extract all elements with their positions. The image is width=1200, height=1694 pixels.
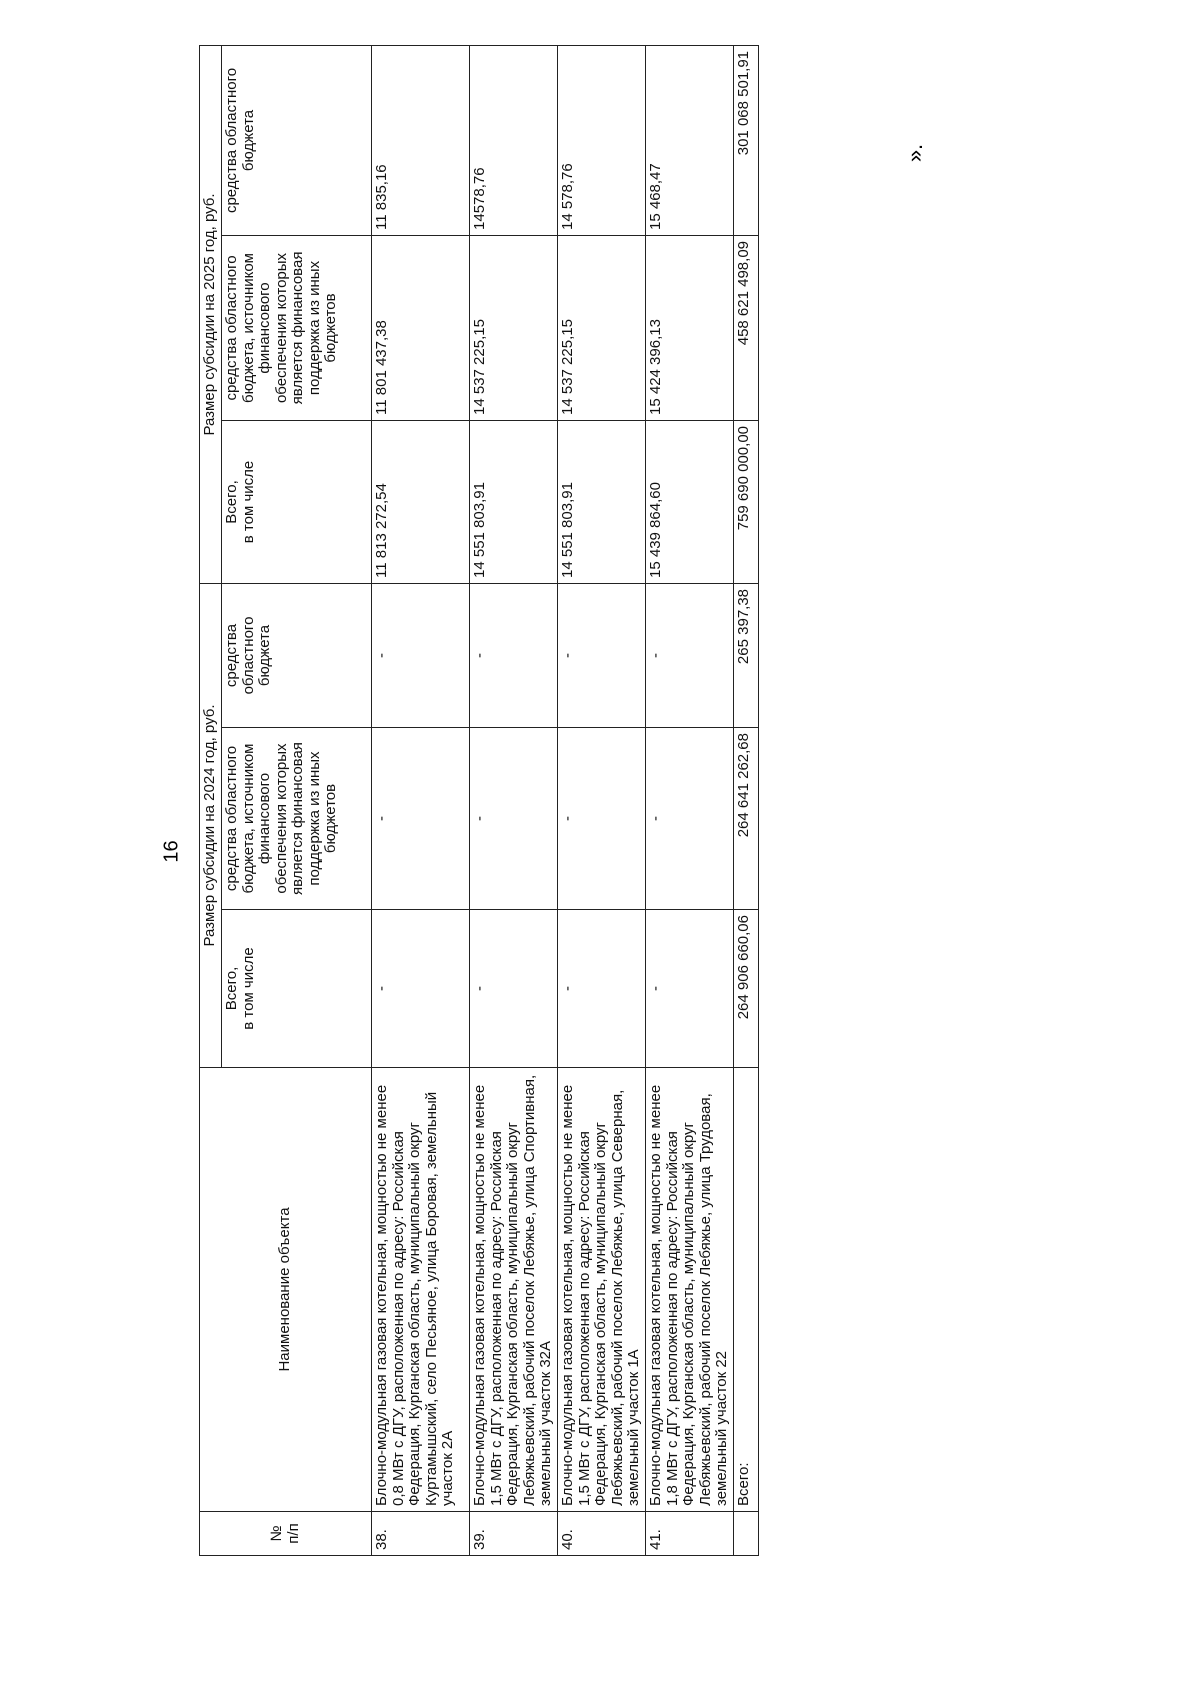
row-total-2024: -	[372, 910, 470, 1068]
row-name: Блочно-модульная газовая котельная, мощностью не менее 1,5 МВт с ДГУ, расположенная по адресу: Российская Федерация, Курганская область, муниципальный округ Лебяжьевский, рабочий поселок Лебяжье, улица Спортивная, земельный участок 32А	[470, 1068, 558, 1512]
row-other-2024: -	[558, 728, 646, 910]
row-name: Блочно-модульная газовая котельная, мощностью не менее 0,8 МВт с ДГУ, расположенная по адресу: Российская Федерация, Курганская область, муниципальный округ Куртамышский, село Песьяное, улица Боровая, земельный участок 2А	[372, 1068, 470, 1512]
row-regional-2024: -	[470, 583, 558, 727]
row-total-2025: 14 551 803,91	[470, 420, 558, 583]
col-header-num: № п/п	[200, 1512, 372, 1556]
row-num: 38.	[372, 1512, 470, 1556]
total-empty-cell	[734, 1512, 759, 1556]
row-other-2025: 14 537 225,15	[558, 235, 646, 420]
row-num: 41.	[646, 1512, 734, 1556]
row-regional-2024: -	[558, 583, 646, 727]
col-header-2024: Размер субсидии на 2024 год, руб.	[200, 583, 222, 1067]
row-regional-2025: 11 835,16	[372, 45, 470, 235]
row-regional-2024: -	[372, 583, 470, 727]
row-total-2025: 11 813 272,54	[372, 420, 470, 583]
row-num: 39.	[470, 1512, 558, 1556]
row-total-2025: 15 439 864,60	[646, 420, 734, 583]
table-row	[646, 45, 734, 1555]
col-header-total-2025: Всего, в том числе	[222, 420, 372, 583]
row-regional-2025: 14578,76	[470, 45, 558, 235]
col-header-other-2025: средства областного бюджета, источником финансового обеспечения которых является финансовая поддержка из иных бюджетов	[222, 235, 372, 420]
row-num: 40.	[558, 1512, 646, 1556]
total-label: Всего:	[734, 1068, 759, 1512]
table-row	[470, 45, 558, 1555]
subsidy-table	[199, 45, 759, 1556]
table-row	[558, 45, 646, 1555]
header-row-periods	[200, 45, 222, 1555]
table-row	[372, 45, 470, 1555]
row-total-2024: -	[646, 910, 734, 1068]
row-other-2025: 14 537 225,15	[470, 235, 558, 420]
total-row	[734, 45, 759, 1555]
row-other-2024: -	[470, 728, 558, 910]
row-regional-2024: -	[646, 583, 734, 727]
row-other-2024: -	[646, 728, 734, 910]
col-header-name: Наименование объекта	[200, 1068, 372, 1512]
row-other-2025: 15 424 396,13	[646, 235, 734, 420]
col-header-other-2024: средства областного бюджета, источником финансового обеспечения которых является финансовая поддержка из иных бюджетов	[222, 728, 372, 910]
col-header-regional-2025: средства областного бюджета	[222, 45, 372, 235]
row-total-2024: -	[558, 910, 646, 1068]
row-name: Блочно-модульная газовая котельная, мощностью не менее 1,5 МВт с ДГУ, расположенная по адресу: Российская Федерация, Курганская область, муниципальный округ Лебяжьевский, рабочий поселок Лебяжье, улица Северная, земельный участок 1А	[558, 1068, 646, 1512]
total-regional-2025: 301 068 501,91	[734, 45, 759, 235]
row-regional-2025: 15 468,47	[646, 45, 734, 235]
closing-quote-mark: ».	[902, 143, 928, 163]
page-number: 16	[160, 840, 183, 863]
total-2024: 264 906 660,06	[734, 910, 759, 1068]
total-regional-2024: 265 397,38	[734, 583, 759, 727]
row-total-2025: 14 551 803,91	[558, 420, 646, 583]
row-name: Блочно-модульная газовая котельная, мощностью не менее 1,8 МВт с ДГУ, расположенная по адресу: Российская Федерация, Курганская область, муниципальный округ Лебяжьевский, рабочий поселок Лебяжье, улица Трудовая, земельный участок 22	[646, 1068, 734, 1512]
row-total-2024: -	[470, 910, 558, 1068]
row-other-2024: -	[372, 728, 470, 910]
row-other-2025: 11 801 437,38	[372, 235, 470, 420]
col-header-regional-2024: средства областного бюджета	[222, 583, 372, 727]
rotated-table-sheet	[199, 46, 961, 1556]
total-other-2025: 458 621 498,09	[734, 235, 759, 420]
col-header-total-2024: Всего, в том числе	[222, 910, 372, 1068]
total-other-2024: 264 641 262,68	[734, 728, 759, 910]
row-regional-2025: 14 578,76	[558, 45, 646, 235]
col-header-2025: Размер субсидии на 2025 год, руб.	[200, 45, 222, 583]
total-2025: 759 690 000,00	[734, 420, 759, 583]
